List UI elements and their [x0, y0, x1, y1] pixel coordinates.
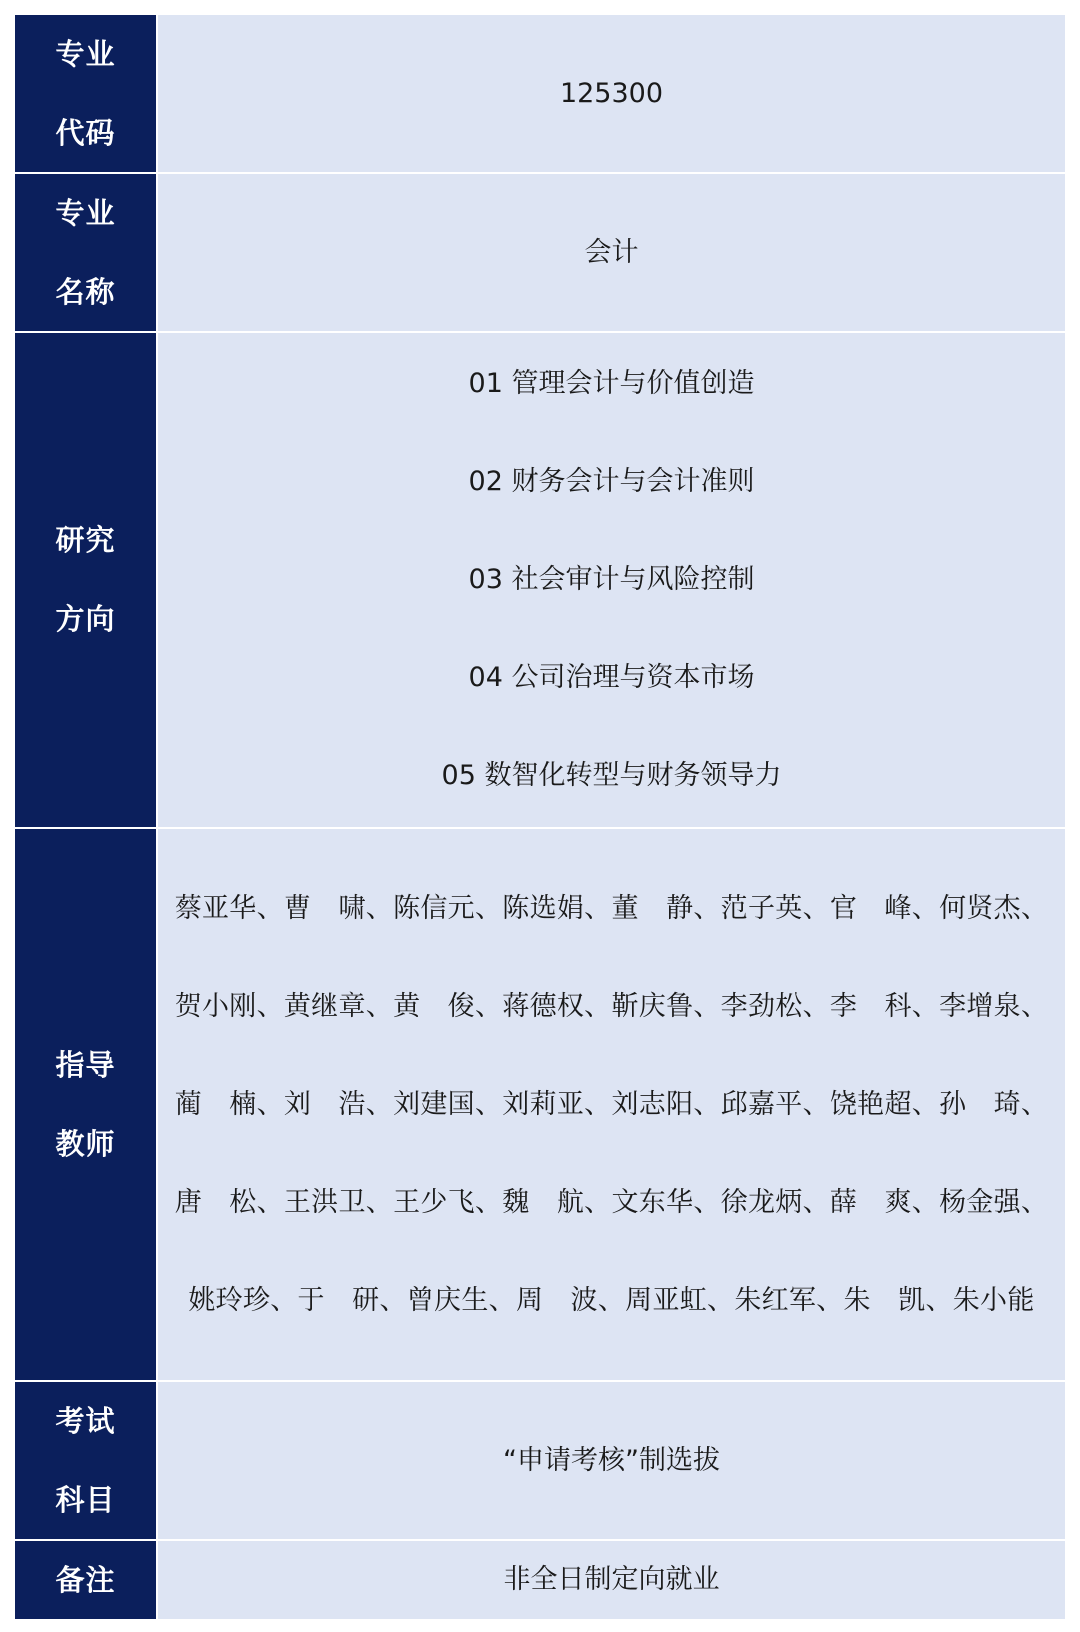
remarks-text: 非全日制定向就业	[503, 1564, 720, 1595]
value-program-code	[156, 15, 1065, 172]
value-remarks	[156, 1541, 1065, 1619]
value-exam-subjects	[156, 1382, 1065, 1539]
label-line: 名称	[55, 274, 116, 309]
row-advisors	[15, 829, 1065, 1382]
direction-item: 01 管理会计与价值创造	[468, 368, 755, 399]
advisor-line: 姚玲珍、于 研、曾庆生、周 波、周亚虹、朱红军、朱 凯、朱小能	[188, 1284, 1035, 1316]
advisor-line: 贺小刚、黄继章、黄 俊、蒋德权、靳庆鲁、李劲松、李 科、李增泉、	[174, 990, 1049, 1022]
direction-item: 03 社会审计与风险控制	[468, 564, 755, 595]
row-exam-subjects	[15, 1382, 1065, 1541]
row-program-code	[15, 15, 1065, 174]
value-research-directions	[156, 333, 1065, 827]
direction-item: 05 数智化转型与财务领导力	[441, 760, 782, 791]
label-line: 方向	[55, 602, 116, 636]
label-line: 专业	[55, 36, 116, 71]
label-line: 备注	[55, 1562, 116, 1597]
advisor-line: 蔺 楠、刘 浩、刘建国、刘莉亚、刘志阳、邱嘉平、饶艳超、孙 琦、	[174, 1088, 1049, 1120]
row-research-directions	[15, 333, 1065, 829]
exam-subjects-text: “申请考核”制选拔	[503, 1444, 720, 1476]
label-line: 研究	[55, 523, 116, 557]
label-line: 教师	[55, 1126, 116, 1161]
label-line: 考试	[55, 1403, 116, 1438]
direction-item: 04 公司治理与资本市场	[468, 662, 755, 693]
advisor-line: 唐 松、王洪卫、王少飞、魏 航、文东华、徐龙炳、薛 爽、杨金强、	[174, 1186, 1049, 1218]
label-exam-subjects	[15, 1382, 156, 1539]
label-program-code	[15, 15, 156, 172]
label-advisors	[15, 829, 156, 1380]
label-program-name	[15, 174, 156, 331]
label-remarks	[15, 1541, 156, 1619]
label-line: 专业	[55, 195, 116, 230]
direction-item: 02 财务会计与会计准则	[468, 466, 755, 497]
label-line: 科目	[55, 1482, 116, 1517]
label-research-directions	[15, 333, 156, 827]
label-line: 代码	[55, 115, 116, 150]
label-line: 指导	[55, 1047, 116, 1082]
program-code-text: 125300	[559, 77, 664, 109]
value-advisors	[156, 829, 1065, 1380]
row-program-name	[15, 174, 1065, 333]
row-remarks	[15, 1541, 1065, 1621]
program-name-text: 会计	[584, 236, 639, 268]
value-program-name	[156, 174, 1065, 331]
advisor-line: 蔡亚华、曹 啸、陈信元、陈选娟、董 静、范子英、官 峰、何贤杰、	[174, 892, 1049, 924]
program-info-table	[15, 15, 1065, 1621]
